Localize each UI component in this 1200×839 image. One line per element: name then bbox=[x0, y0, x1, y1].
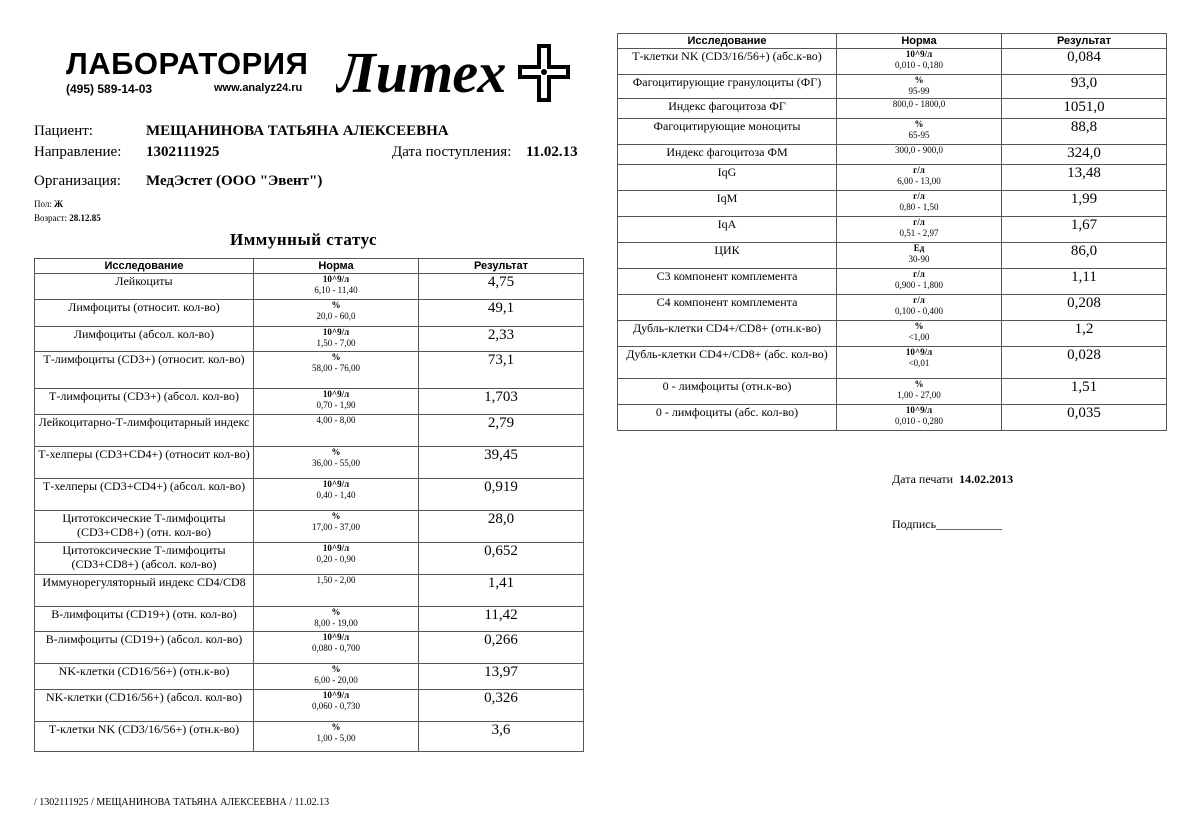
norm-range: 0,70 - 1,90 bbox=[316, 400, 356, 410]
norm-cell bbox=[837, 145, 1002, 165]
table-header bbox=[618, 34, 1167, 49]
norm-cell bbox=[837, 191, 1002, 217]
norm-cell bbox=[254, 300, 419, 327]
norm-cell bbox=[254, 274, 419, 300]
lab-phone: (495) 589-14-03 bbox=[66, 82, 153, 96]
receipt-date-label: Дата поступления: bbox=[392, 144, 512, 160]
table-row bbox=[618, 99, 1167, 119]
test-name: Лимфоциты (абсол. кол-во) bbox=[35, 327, 254, 352]
norm-range: 0,010 - 0,280 bbox=[895, 416, 943, 426]
norm-range: 0,100 - 0,400 bbox=[895, 306, 943, 316]
result-value: 1,41 bbox=[419, 575, 584, 607]
print-date-field bbox=[892, 472, 1013, 487]
result-value: 39,45 bbox=[419, 447, 584, 479]
table-row bbox=[618, 119, 1167, 145]
norm-unit: % bbox=[914, 75, 924, 85]
norm-cell bbox=[837, 347, 1002, 379]
test-name: Т-клетки NK (CD3/16/56+) (абс.к-во) bbox=[618, 49, 837, 75]
norm-cell bbox=[837, 379, 1002, 405]
test-name: NK-клетки (CD16/56+) (отн.к-во) bbox=[35, 664, 254, 690]
result-value: 1,11 bbox=[1002, 269, 1167, 295]
norm-unit: 10^9/л bbox=[905, 347, 933, 357]
table-row bbox=[35, 722, 584, 752]
result-value: 2,33 bbox=[419, 327, 584, 352]
norm-unit: 10^9/л bbox=[322, 690, 350, 700]
norm-range: 1,50 - 7,00 bbox=[316, 338, 356, 348]
bottom-reference: / 1302111925 / МЕЩАНИНОВА ТАТЬЯНА АЛЕКСЕЕВНА / 11.02.13 bbox=[34, 797, 330, 808]
norm-cell bbox=[254, 543, 419, 575]
organization-label: Организация: bbox=[34, 173, 121, 189]
table-row bbox=[35, 511, 584, 543]
norm-cell bbox=[254, 690, 419, 722]
norm-unit: % bbox=[331, 607, 341, 617]
test-name: NK-клетки (CD16/56+) (абсол. кол-во) bbox=[35, 690, 254, 722]
norm-range: 6,00 - 13,00 bbox=[897, 176, 941, 186]
norm-range: 0,20 - 0,90 bbox=[316, 554, 356, 564]
norm-range: 0,51 - 2,97 bbox=[899, 228, 939, 238]
norm-cell bbox=[254, 447, 419, 479]
column-header-norm: Норма bbox=[837, 34, 1002, 49]
result-value: 93,0 bbox=[1002, 75, 1167, 99]
lab-title: ЛАБОРАТОРИЯ bbox=[66, 46, 309, 81]
sex-field bbox=[34, 199, 63, 209]
norm-unit: % bbox=[331, 511, 341, 521]
print-date: 14.02.2013 bbox=[959, 472, 1014, 486]
result-value: 88,8 bbox=[1002, 119, 1167, 145]
table-row bbox=[618, 191, 1167, 217]
test-name: Дубль-клетки CD4+/CD8+ (отн.к-во) bbox=[618, 321, 837, 347]
test-name: IqA bbox=[618, 217, 837, 243]
result-value: 1051,0 bbox=[1002, 99, 1167, 119]
result-value: 1,67 bbox=[1002, 217, 1167, 243]
result-value: 1,703 bbox=[419, 389, 584, 415]
norm-range: 4,00 - 8,00 bbox=[316, 415, 356, 425]
table-row bbox=[35, 664, 584, 690]
test-name: Т-клетки NK (CD3/16/56+) (отн.к-во) bbox=[35, 722, 254, 752]
results-table-right bbox=[617, 33, 1167, 431]
table-row bbox=[618, 75, 1167, 99]
table-row bbox=[35, 479, 584, 511]
norm-unit: г/л bbox=[913, 217, 925, 227]
norm-cell bbox=[254, 664, 419, 690]
table-row bbox=[35, 327, 584, 352]
lab-website: www.analyz24.ru bbox=[214, 82, 303, 94]
norm-range: 65-95 bbox=[908, 130, 930, 140]
test-name: Цитотоксические Т-лимфоциты (CD3+CD8+) (абсол. кол-во) bbox=[35, 543, 254, 575]
norm-unit: % bbox=[914, 379, 924, 389]
norm-cell bbox=[254, 389, 419, 415]
column-header-test: Исследование bbox=[35, 259, 254, 274]
result-value: 0,208 bbox=[1002, 295, 1167, 321]
norm-cell bbox=[837, 99, 1002, 119]
norm-unit: 10^9/л bbox=[322, 543, 350, 553]
column-header-test: Исследование bbox=[618, 34, 837, 49]
norm-range: 17,00 - 37,00 bbox=[312, 522, 360, 532]
test-name: Фагоцитирующие гранулоциты (ФГ) bbox=[618, 75, 837, 99]
litex-logo bbox=[336, 40, 586, 111]
table-row bbox=[35, 415, 584, 447]
results-table-left bbox=[34, 258, 584, 752]
table-row bbox=[618, 347, 1167, 379]
table-header bbox=[35, 259, 584, 274]
table-row bbox=[35, 690, 584, 722]
test-name: IqM bbox=[618, 191, 837, 217]
test-name: Лимфоциты (относит. кол-во) bbox=[35, 300, 254, 327]
result-value: 0,266 bbox=[419, 632, 584, 664]
section-title: Иммунный статус bbox=[230, 230, 378, 249]
norm-cell bbox=[837, 75, 1002, 99]
result-value: 0,084 bbox=[1002, 49, 1167, 75]
test-name: Т-лимфоциты (CD3+) (относит. кол-во) bbox=[35, 352, 254, 389]
result-value: 13,97 bbox=[419, 664, 584, 690]
norm-range: 6,00 - 20,00 bbox=[314, 675, 358, 685]
table-row bbox=[35, 632, 584, 664]
litex-logo-graphic bbox=[336, 40, 586, 106]
result-value: 1,51 bbox=[1002, 379, 1167, 405]
norm-cell bbox=[254, 607, 419, 632]
direction-label: Направление: bbox=[34, 144, 122, 160]
table-row bbox=[35, 274, 584, 300]
logo-text: Литех bbox=[336, 40, 507, 105]
test-name: 0 - лимфоциты (отн.к-во) bbox=[618, 379, 837, 405]
table-row bbox=[618, 405, 1167, 431]
norm-range: 0,40 - 1,40 bbox=[316, 490, 356, 500]
test-name: Иммунорегуляторный индекс CD4/CD8 bbox=[35, 575, 254, 607]
norm-unit: Ед bbox=[913, 243, 925, 253]
norm-range: 8,00 - 19,00 bbox=[314, 618, 358, 628]
norm-unit: 10^9/л bbox=[322, 632, 350, 642]
age-field bbox=[34, 213, 101, 223]
test-name: Индекс фагоцитоза ФГ bbox=[618, 99, 837, 119]
table-row bbox=[618, 145, 1167, 165]
test-name: Т-хелперы (CD3+CD4+) (относит кол-во) bbox=[35, 447, 254, 479]
result-value: 0,035 bbox=[1002, 405, 1167, 431]
test-name: С3 компонент комплемента bbox=[618, 269, 837, 295]
norm-unit: 10^9/л bbox=[322, 389, 350, 399]
age-value: 28.12.85 bbox=[69, 213, 101, 223]
norm-cell bbox=[254, 632, 419, 664]
norm-cell bbox=[254, 352, 419, 389]
norm-unit: % bbox=[331, 664, 341, 674]
result-value: 49,1 bbox=[419, 300, 584, 327]
norm-range: 1,50 - 2,00 bbox=[316, 575, 356, 585]
norm-unit: 10^9/л bbox=[905, 405, 933, 415]
norm-range: 1,00 - 27,00 bbox=[897, 390, 941, 400]
test-name: С4 компонент комплемента bbox=[618, 295, 837, 321]
test-name: ЦИК bbox=[618, 243, 837, 269]
result-value: 324,0 bbox=[1002, 145, 1167, 165]
norm-unit: г/л bbox=[913, 295, 925, 305]
test-name: Лейкоцитарно-Т-лимфоцитарный индекс bbox=[35, 415, 254, 447]
norm-range: 0,900 - 1,800 bbox=[895, 280, 943, 290]
patient-label: Пациент: bbox=[34, 123, 93, 139]
norm-cell bbox=[254, 479, 419, 511]
norm-range: 300,0 - 900,0 bbox=[895, 145, 943, 155]
norm-cell bbox=[254, 511, 419, 543]
result-value: 28,0 bbox=[419, 511, 584, 543]
norm-range: 0,80 - 1,50 bbox=[899, 202, 939, 212]
test-name: Индекс фагоцитоза ФМ bbox=[618, 145, 837, 165]
table-row bbox=[618, 321, 1167, 347]
norm-cell bbox=[254, 575, 419, 607]
norm-cell bbox=[837, 269, 1002, 295]
norm-cell bbox=[837, 165, 1002, 191]
result-value: 86,0 bbox=[1002, 243, 1167, 269]
table-row bbox=[35, 543, 584, 575]
norm-cell bbox=[837, 217, 1002, 243]
norm-unit: 10^9/л bbox=[322, 327, 350, 337]
table-row bbox=[618, 379, 1167, 405]
table-row bbox=[35, 300, 584, 327]
norm-cell bbox=[837, 119, 1002, 145]
result-value: 4,75 bbox=[419, 274, 584, 300]
norm-range: 1,00 - 5,00 bbox=[316, 733, 356, 743]
norm-unit: г/л bbox=[913, 269, 925, 279]
column-header-result: Результат bbox=[419, 259, 584, 274]
table-row bbox=[35, 352, 584, 389]
test-name: 0 - лимфоциты (абс. кол-во) bbox=[618, 405, 837, 431]
right-table-body bbox=[618, 49, 1167, 431]
norm-unit: % bbox=[331, 447, 341, 457]
test-name: IqG bbox=[618, 165, 837, 191]
norm-range: 0,080 - 0,700 bbox=[312, 643, 360, 653]
norm-cell bbox=[837, 295, 1002, 321]
test-name: Т-лимфоциты (CD3+) (абсол. кол-во) bbox=[35, 389, 254, 415]
table-row bbox=[35, 389, 584, 415]
column-header-result: Результат bbox=[1002, 34, 1167, 49]
norm-range: 36,00 - 55,00 bbox=[312, 458, 360, 468]
norm-unit: 10^9/л bbox=[322, 479, 350, 489]
test-name: B-лимфоциты (CD19+) (отн. кол-во) bbox=[35, 607, 254, 632]
norm-cell bbox=[254, 415, 419, 447]
table-row bbox=[618, 49, 1167, 75]
norm-unit: г/л bbox=[913, 165, 925, 175]
result-value: 1,2 bbox=[1002, 321, 1167, 347]
signature-line: Подпись___________ bbox=[892, 517, 1003, 531]
norm-range: <0,01 bbox=[908, 358, 930, 368]
norm-range: 30-90 bbox=[908, 254, 930, 264]
table-row bbox=[35, 575, 584, 607]
result-value: 0,028 bbox=[1002, 347, 1167, 379]
sex-value: Ж bbox=[54, 199, 64, 209]
norm-cell bbox=[837, 243, 1002, 269]
norm-cell bbox=[837, 405, 1002, 431]
test-name: Дубль-клетки CD4+/CD8+ (абс. кол-во) bbox=[618, 347, 837, 379]
norm-unit: % bbox=[914, 119, 924, 129]
column-header-norm: Норма bbox=[254, 259, 419, 274]
left-table-body bbox=[35, 274, 584, 752]
norm-range: 20,0 - 60,0 bbox=[316, 311, 356, 321]
norm-unit: % bbox=[331, 722, 341, 732]
test-name: Фагоцитирующие моноциты bbox=[618, 119, 837, 145]
result-value: 1,99 bbox=[1002, 191, 1167, 217]
table-row bbox=[618, 217, 1167, 243]
test-name: Т-хелперы (CD3+CD4+) (абсол. кол-во) bbox=[35, 479, 254, 511]
sex-label: Пол: bbox=[34, 199, 52, 209]
norm-unit: г/л bbox=[913, 191, 925, 201]
result-value: 2,79 bbox=[419, 415, 584, 447]
table-row bbox=[618, 269, 1167, 295]
age-label: Возраст: bbox=[34, 213, 67, 223]
norm-cell bbox=[837, 49, 1002, 75]
cross-icon bbox=[518, 44, 570, 102]
norm-range: <1,00 bbox=[908, 332, 930, 342]
norm-cell bbox=[254, 722, 419, 752]
table-row bbox=[35, 607, 584, 632]
print-date-label: Дата печати bbox=[892, 472, 954, 486]
norm-unit: % bbox=[331, 300, 341, 310]
norm-range: 0,010 - 0,180 bbox=[895, 60, 943, 70]
norm-cell bbox=[837, 321, 1002, 347]
organization-name: МедЭстет (ООО "Эвент") bbox=[146, 173, 323, 189]
test-name: Цитотоксические Т-лимфоциты (CD3+CD8+) (отн. кол-во) bbox=[35, 511, 254, 543]
norm-range: 58,00 - 76,00 bbox=[312, 363, 360, 373]
norm-range: 6,10 - 11,40 bbox=[314, 285, 358, 295]
result-value: 3,6 bbox=[419, 722, 584, 752]
norm-range: 0,060 - 0,730 bbox=[312, 701, 360, 711]
norm-unit: 10^9/л bbox=[322, 274, 350, 284]
norm-unit: 10^9/л bbox=[905, 49, 933, 59]
receipt-date: 11.02.13 bbox=[526, 144, 578, 160]
norm-cell bbox=[254, 327, 419, 352]
result-value: 13,48 bbox=[1002, 165, 1167, 191]
table-row bbox=[35, 447, 584, 479]
result-value: 0,652 bbox=[419, 543, 584, 575]
norm-unit: % bbox=[331, 352, 341, 362]
norm-range: 95-99 bbox=[908, 86, 930, 96]
test-name: B-лимфоциты (CD19+) (абсол. кол-во) bbox=[35, 632, 254, 664]
table-row bbox=[618, 295, 1167, 321]
result-value: 11,42 bbox=[419, 607, 584, 632]
table-row bbox=[618, 243, 1167, 269]
result-value: 0,919 bbox=[419, 479, 584, 511]
table-row bbox=[618, 165, 1167, 191]
result-value: 0,326 bbox=[419, 690, 584, 722]
direction-number: 1302111925 bbox=[146, 144, 220, 160]
result-value: 73,1 bbox=[419, 352, 584, 389]
norm-unit: % bbox=[914, 321, 924, 331]
norm-range: 800,0 - 1800,0 bbox=[892, 99, 946, 109]
test-name: Лейкоциты bbox=[35, 274, 254, 300]
patient-name: МЕЩАНИНОВА ТАТЬЯНА АЛЕКСЕЕВНА bbox=[146, 123, 449, 139]
